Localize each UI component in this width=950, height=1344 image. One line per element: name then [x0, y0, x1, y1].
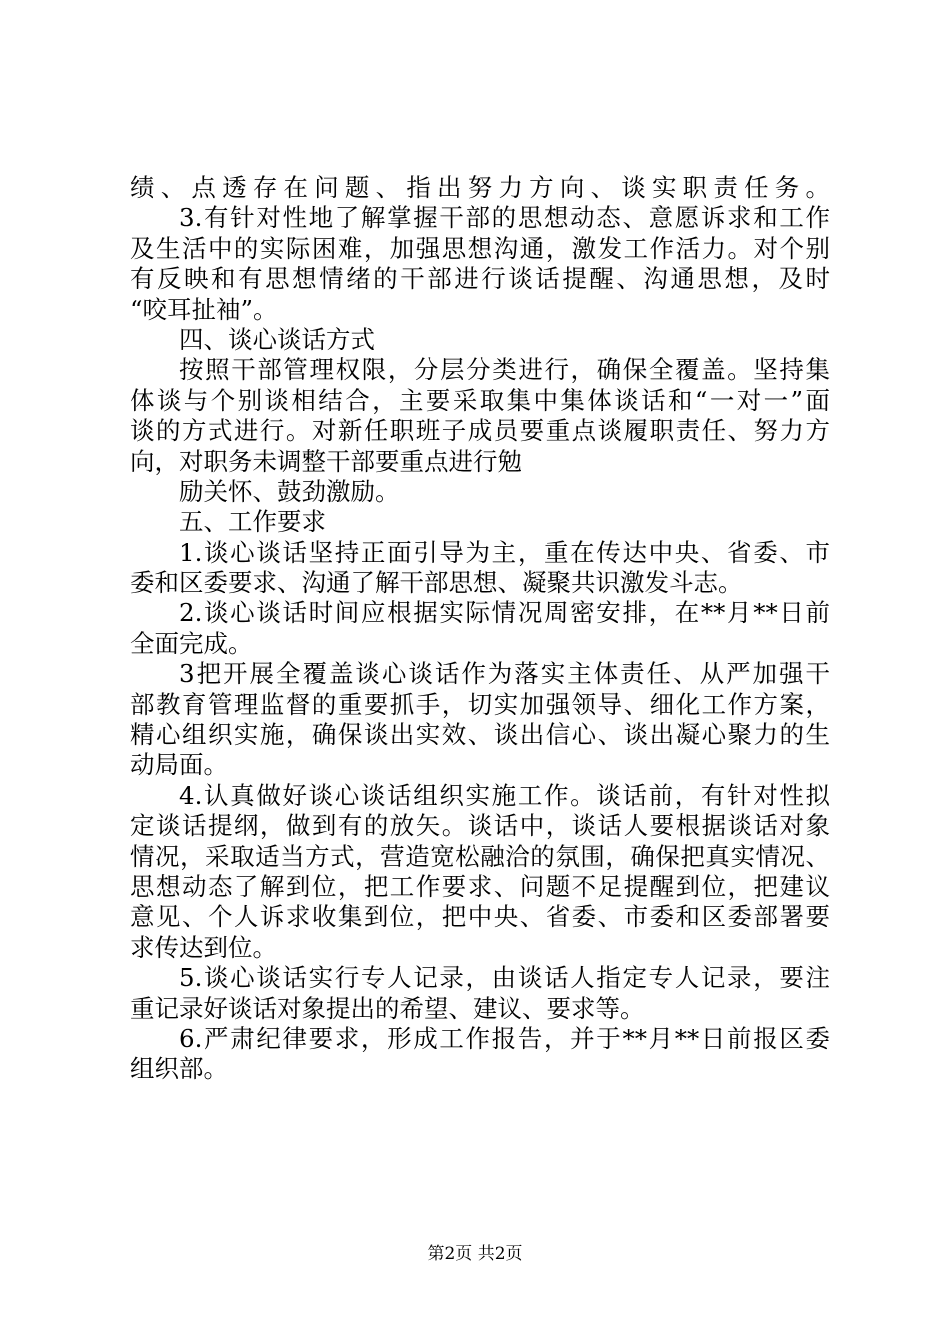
text-line: 3把开展全覆盖谈心谈话作为落实主体责任、从严加强干 [179, 659, 830, 689]
text-line: 组织部。 [130, 1054, 228, 1084]
text-line: 谈的方式进行。对新任职班子成员要重点谈履职责任、努力方 [130, 416, 830, 446]
section-heading: 五、工作要求 [179, 507, 326, 537]
text-line: 绩、点透存在问题、指出努力方向、谈实职责任务。 [130, 173, 830, 202]
text-line: 情况，采取适当方式，营造宽松融洽的氛围，确保把真实情况、 [130, 841, 830, 871]
text-line: 向，对职务未调整干部要重点进行勉 [130, 446, 522, 476]
text-line: 委和区委要求、沟通了解干部思想、凝聚共识激发斗志。 [130, 568, 743, 598]
page-number: 第2页 [427, 1244, 473, 1264]
text-line: 精心组织实施，确保谈出实效、谈出信心、谈出凝心聚力的生 [130, 720, 830, 750]
text-line: 意见、个人诉求收集到位，把中央、省委、市委和区委部署要 [130, 902, 830, 932]
text-line: 重记录好谈话对象提出的希望、建议、要求等。 [130, 993, 645, 1023]
page-total: 共2页 [477, 1244, 523, 1264]
text-line: 体谈与个别谈相结合，主要采取集中集体谈话和“一对一”面 [130, 385, 830, 415]
text-line: 6.严肃纪律要求，形成工作报告，并于**月**日前报区委 [179, 1023, 830, 1053]
text-line: 动局面。 [130, 750, 228, 780]
text-line: 全面完成。 [130, 628, 253, 658]
text-line: 思想动态了解到位，把工作要求、问题不足提醒到位，把建议 [130, 871, 830, 901]
text-line: 部教育管理监督的重要抓手，切实加强领导、细化工作方案， [130, 689, 830, 719]
text-line: 求传达到位。 [130, 932, 277, 962]
text-line: “咬耳扯袖”。 [130, 294, 278, 324]
text-line: 及生活中的实际困难，加强思想沟通，激发工作活力。对个别 [130, 233, 830, 263]
text-line: 1.谈心谈话坚持正面引导为主，重在传达中央、省委、市 [179, 537, 830, 567]
text-line: 5.谈心谈话实行专人记录，由谈话人指定专人记录，要注 [179, 963, 830, 993]
text-line: 2.谈心谈话时间应根据实际情况周密安排，在**月**日前 [179, 598, 830, 628]
page-footer [0, 1243, 950, 1265]
text-line: 3.有针对性地了解掌握干部的思想动态、意愿诉求和工作 [179, 203, 830, 233]
text-line: 4.认真做好谈心谈话组织实施工作。谈话前，有针对性拟 [179, 780, 830, 810]
section-heading: 四、谈心谈话方式 [179, 324, 375, 354]
text-line: 按照干部管理权限，分层分类进行，确保全覆盖。坚持集 [179, 355, 830, 385]
document-body [130, 173, 830, 1085]
text-line: 励关怀、鼓劲激励。 [179, 476, 400, 506]
text-line: 定谈话提纲，做到有的放矢。谈话中，谈话人要根据谈话对象 [130, 811, 830, 841]
text-line: 有反映和有思想情绪的干部进行谈话提醒、沟通思想，及时 [130, 264, 830, 294]
